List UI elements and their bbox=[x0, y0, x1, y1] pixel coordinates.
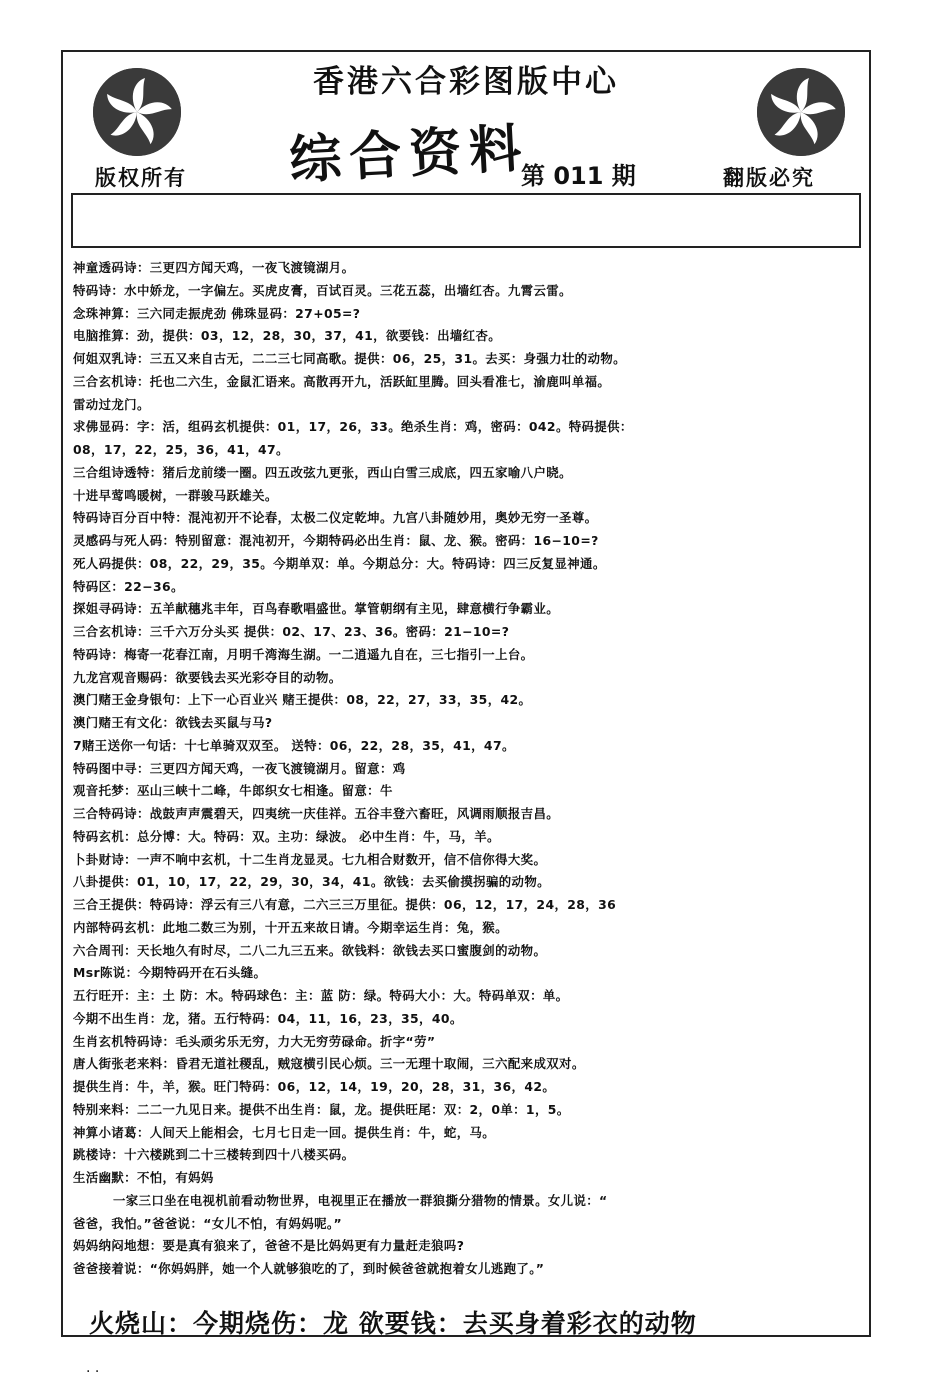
text-line: 求佛显码：字：活，组码玄机提供：01，17，26，33。绝杀生肖：鸡，密码：042。特码提供： bbox=[73, 419, 633, 435]
text-line: 一家三口坐在电视机前看动物世界，电视里正在播放一群狼撕分猎物的情景。女儿说：“ bbox=[113, 1192, 608, 1208]
text-line: 三合王提供：特码诗：浮云有三八有意，二六三三万里征。提供：06，12，17，24，28，36 bbox=[73, 897, 617, 912]
text-line: 提供生肖：牛，羊，猴。旺门特码：06，12，14，19，20，28，31，36，42。 bbox=[73, 1079, 556, 1094]
header-title: 香港六合彩图版中心 bbox=[313, 64, 619, 100]
text-line: 九龙宫观音赐码：欲要钱去买光彩夺目的动物。 bbox=[73, 669, 342, 685]
text-line: 三合玄机诗：托也二六生，金鼠汇语来。高散再开九，活跃缸里腾。回头看准七，渝鹿叫单福。 bbox=[73, 373, 611, 389]
text-line: 特码诗：梅寄一花春江南，月明千湾海生湖。一二逍遥九自在，三七指引一上台。 bbox=[73, 646, 534, 662]
text-line: 今期不出生肖：龙，猪。五行特码：04，11，16，23，35，40。 bbox=[73, 1010, 463, 1026]
text-line: 神童透码诗：三更四方闻天鸡，一夜飞渡镜湖月。 bbox=[73, 260, 355, 275]
copyright-right: 翻版必究 bbox=[723, 166, 815, 190]
text-line: 念珠神算：三六同走振虎劲 佛珠显码：27+05=? bbox=[73, 305, 361, 321]
text-line: 五行旺开：主：土 防：木。特码球色：主：蓝 防：绿。特码大小：大。特码单双：单。 bbox=[73, 988, 569, 1003]
text-line: Msr陈说：今期特码开在石头缝。 bbox=[73, 965, 267, 981]
text-line: 妈妈纳闷地想：要是真有狼来了，爸爸不是比妈妈更有力量赶走狼吗? bbox=[73, 1238, 465, 1254]
text-line: 08，17，22，25，36，41，47。 bbox=[73, 442, 289, 457]
text-line: 卜卦财诗：一声不响中玄机，十二生肖龙显灵。七九相合财数开，信不信你得大奖。 bbox=[73, 851, 547, 867]
text-line: 观音托梦：巫山三峡十二峰，牛郎织女七相逢。留意：牛 bbox=[73, 783, 393, 799]
copyright-left: 版权所有 bbox=[95, 166, 187, 190]
text-line: 三合特码诗：战鼓声声震碧天，四夷统一庆佳祥。五谷丰登六畜旺，风调雨顺报吉昌。 bbox=[73, 806, 560, 821]
text-line: 内部特码玄机：此地二数三为别，十开五来故日请。今期幸运生肖：兔，猴。 bbox=[73, 919, 508, 935]
footer-banner: 火烧山：今期烧伤：龙 欲要钱：去买身着彩衣的动物 bbox=[89, 1309, 697, 1338]
text-line: 十进早莺鸣暖树，一群骏马跃雄关。 bbox=[73, 487, 278, 503]
text-line: 特码诗：水中娇龙，一字偏左。买虎皮膏，百试百灵。三花五蕊，出墙红杏。九霄云雷。 bbox=[73, 282, 572, 298]
text-line: 六合周刊：天长地久有时尽，二八二九三五来。欲钱料：欲钱去买口蜜腹剑的动物。 bbox=[73, 942, 547, 958]
text-line: 特码诗百分百中特：混沌初开不论春，太极二仪定乾坤。九宫八卦随妙用，奥妙无穷一圣尊。 bbox=[73, 510, 598, 526]
text-line: 死人码提供：08，22，29，35。今期单双：单。今期总分：大。特码诗：四三反复显神通。 bbox=[73, 555, 606, 571]
text-line: 跳楼诗：十六楼跳到二十三楼转到四十八楼买码。 bbox=[73, 1147, 355, 1163]
text-line: 八卦提供：01，10，17，22，29，30，34，41。欲钱：去买偷摸拐骗的动物。 bbox=[73, 874, 550, 890]
text-line: 特码图中寻：三更四方闻天鸡，一夜飞渡镜湖月。留意：鸡 bbox=[73, 760, 406, 776]
text-line: 爸爸接着说：“你妈妈胖，她一个人就够狼吃的了，到时候爸爸就抱着女儿逃跑了。” bbox=[73, 1261, 545, 1276]
blank-box bbox=[71, 193, 861, 248]
text-line: 三合组诗透特：猪后龙前缕一圈。四五改弦九更张，西山白雪三成底，四五家喻八户晓。 bbox=[73, 464, 572, 480]
text-line: 雷动过龙门。 bbox=[73, 396, 150, 412]
text-line: 7赌王送你一句话：十七单骑双双至。 送特：06，22，28，35，41，47。 bbox=[73, 737, 515, 753]
issue-number: 第 011 期 bbox=[521, 162, 636, 190]
document-sheet bbox=[61, 50, 871, 1337]
text-line: 特码区：22−36。 bbox=[73, 578, 184, 594]
text-line: 神算小诸葛：人间天上能相会，七月七日走一回。提供生肖：牛，蛇，马。 bbox=[73, 1124, 496, 1140]
text-line: 爸爸，我怕。”爸爸说：“女儿不怕，有妈妈呢。” bbox=[73, 1215, 343, 1231]
text-line: 生活幽默：不怕，有妈妈 bbox=[73, 1170, 214, 1185]
text-line: 探姐寻码诗：五羊献穗兆丰年，百鸟春歌唱盛世。掌管朝纲有主见，肆意横行争霸业。 bbox=[73, 601, 560, 617]
text-line: 澳门赌王有文化：欲钱去买鼠与马? bbox=[73, 715, 273, 730]
text-line: 生肖玄机特码诗：毛头顽劣乐无穷，力大无穷劳碌命。折字“劳” bbox=[73, 1033, 436, 1049]
text-line: 特码玄机：总分博：大。特码：双。主功：绿波。 必中生肖：牛，马，羊。 bbox=[73, 828, 500, 844]
content-lines bbox=[73, 257, 863, 1281]
text-line: 何姐双乳诗：三五又来自古无，二二三七同高歌。提供：06，25，31。去买：身强力壮的动物。 bbox=[73, 351, 626, 366]
big-title: 综合资料 bbox=[287, 118, 531, 192]
text-line: 三合玄机诗：三千六万分头买 提供：02、17、23、36。密码：21−10=? bbox=[73, 624, 510, 639]
text-line: 澳门赌王金身银句：上下一心百业兴 赌王提供：08，22，27，33，35，42。 bbox=[73, 692, 532, 708]
text-line: 灵感码与死人码：特别留意：混沌初开，今期特码必出生肖：鼠、龙、猴。密码：16−10=? bbox=[73, 533, 599, 548]
text-line: 唐人街张老来料：昏君无道社稷乱，贼寇横引民心烦。三一无理十取闹，三六配来成双对。 bbox=[73, 1056, 585, 1072]
text-line: 特别来料：二二一九见日来。提供不出生肖：鼠，龙。提供旺尾：双：2，0单：1，5。 bbox=[73, 1101, 570, 1117]
text-line: 电脑推算：劲，提供：03，12，28，30，37，41，欲要钱：出墙红杏。 bbox=[73, 328, 502, 344]
corner-marks: . . bbox=[86, 1360, 100, 1376]
